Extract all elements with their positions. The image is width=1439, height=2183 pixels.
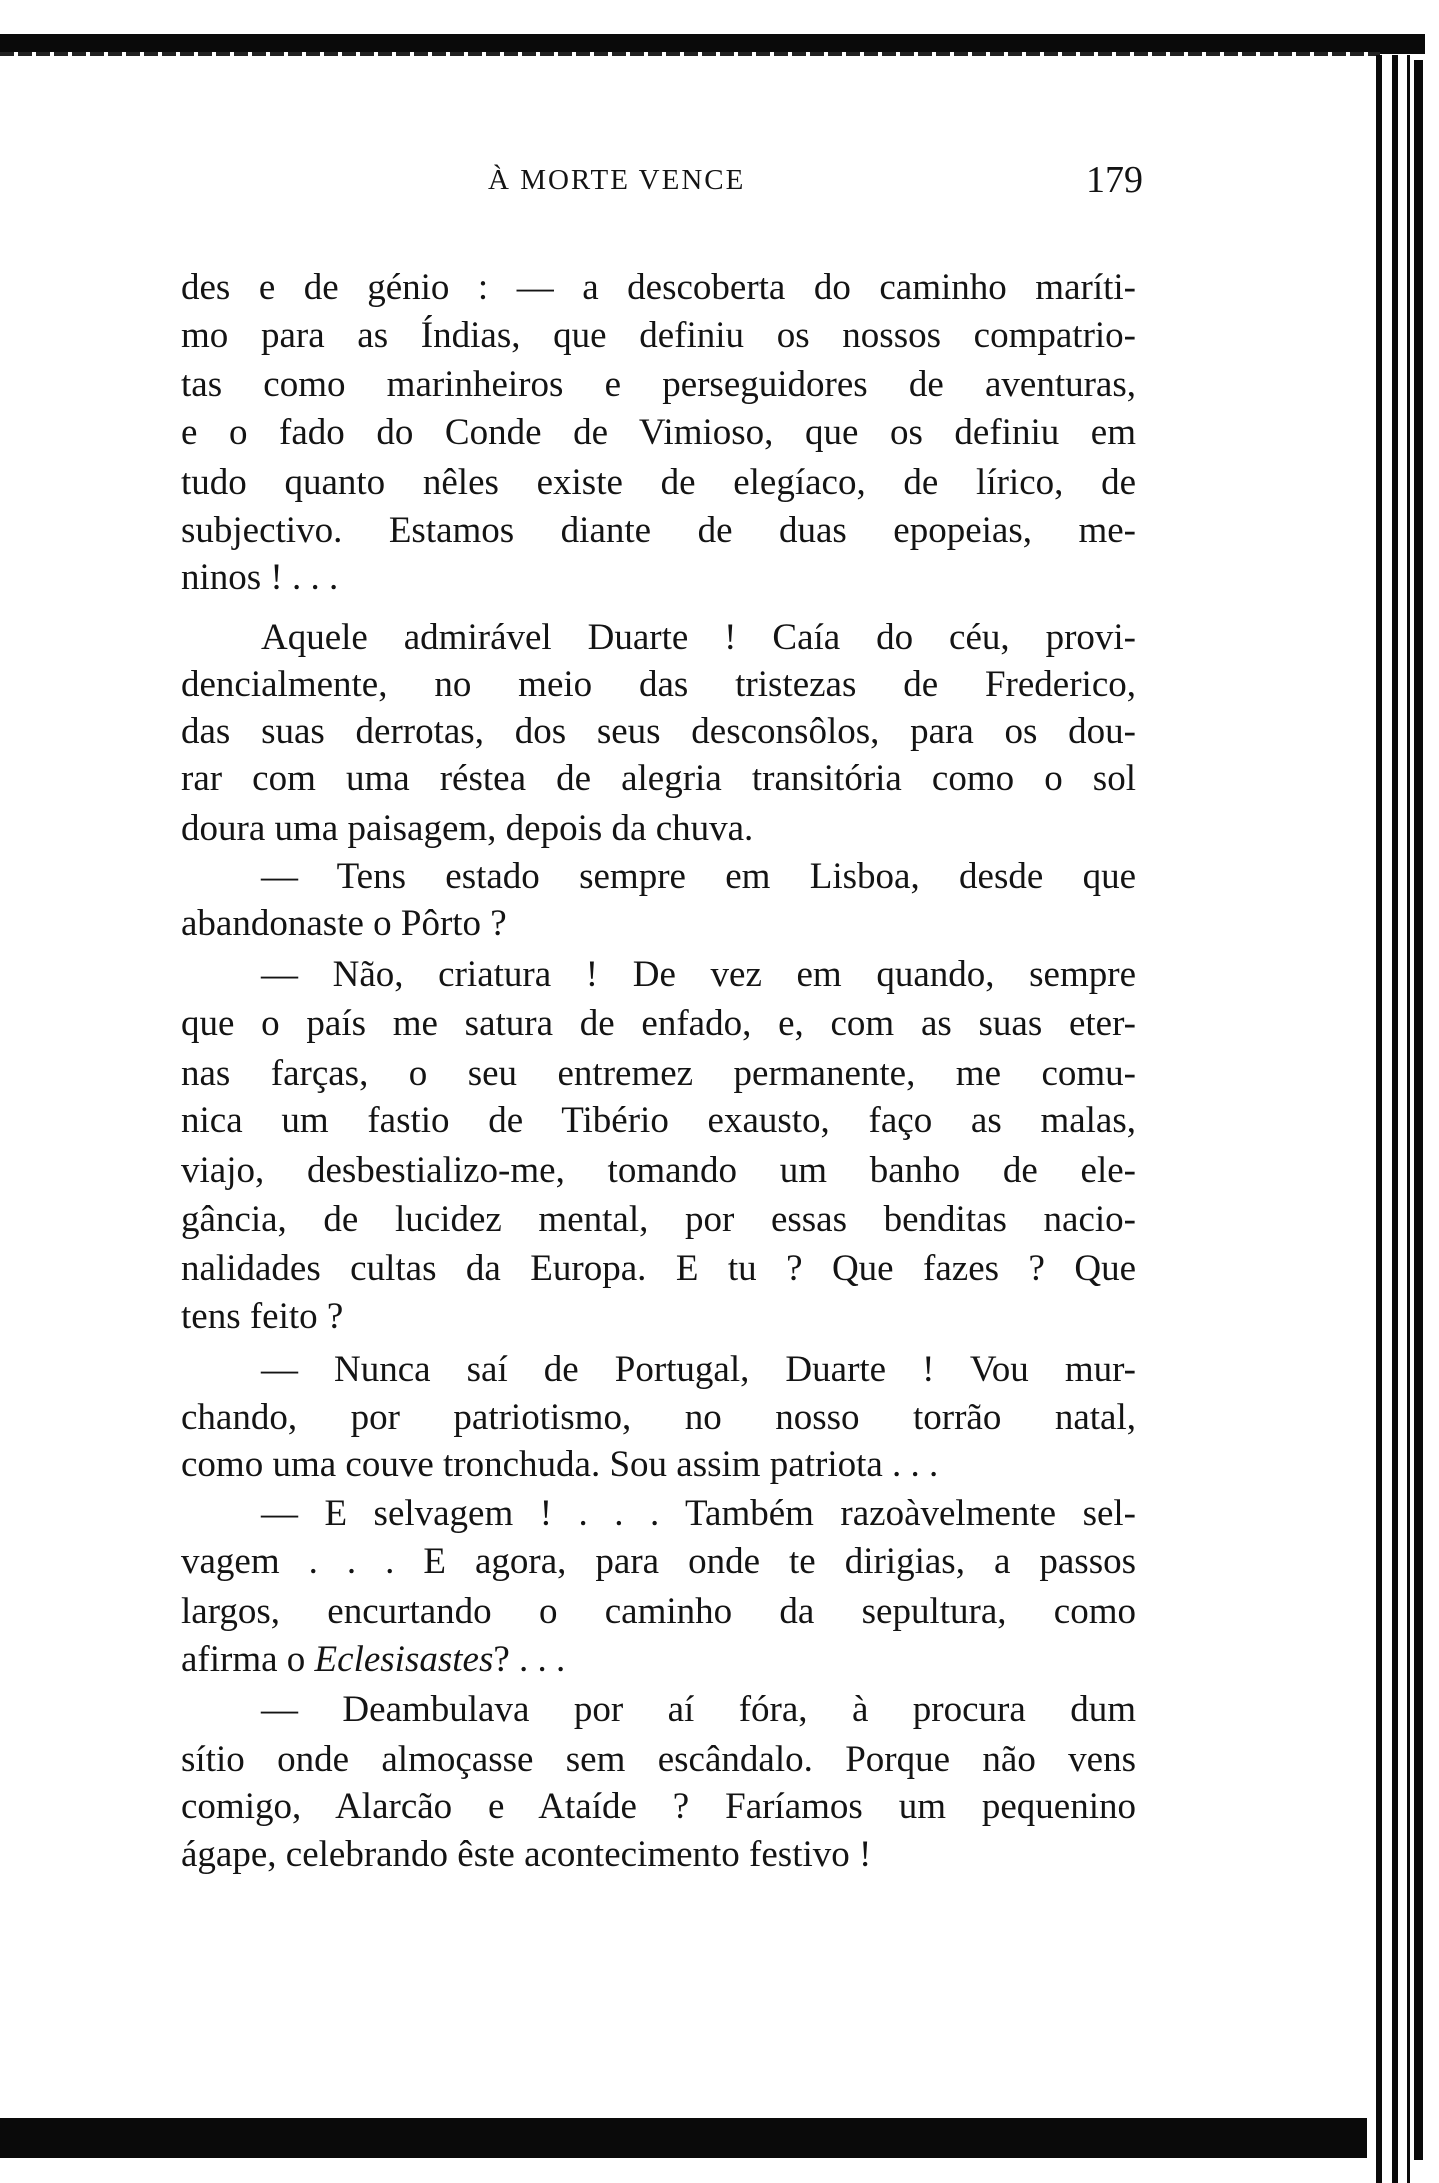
text-line (181, 1588, 1136, 1636)
scan-border-top (0, 34, 1425, 54)
line-text: abandonaste o Pôrto ? (181, 903, 507, 944)
line-text: gância, de lucidez mental, por essas benditas nacio- (181, 1199, 1136, 1240)
line-text: afirma o (181, 1639, 315, 1680)
text-line (181, 614, 1136, 662)
text-line (181, 1245, 1136, 1293)
line-text: nalidades cultas da Europa. E tu ? Que fazes ? Que (181, 1248, 1136, 1289)
text-line (181, 1346, 1136, 1394)
text-line (181, 708, 1136, 756)
line-text: doura uma paisagem, depois da chuva. (181, 808, 754, 849)
text-line (181, 1538, 1136, 1586)
running-title: À MORTE VENCE (488, 164, 746, 196)
text-line (181, 755, 1136, 803)
text-line (181, 1686, 1136, 1734)
text-line (181, 507, 1136, 555)
text-line (181, 1394, 1136, 1442)
line-text: ágape, celebrando êste acontecimento festivo ! (181, 1834, 872, 1875)
line-text: — Tens estado sempre em Lisboa, desde que (261, 856, 1136, 897)
line-text: vagem . . . E agora, para onde te dirigias, a passos (181, 1541, 1136, 1582)
text-line (181, 951, 1136, 999)
line-text: ? . . . (493, 1639, 566, 1680)
text-line (181, 900, 1136, 948)
page-edge-line (1376, 55, 1382, 2183)
line-text: ninos ! . . . (181, 557, 339, 598)
page-edge-line (1392, 55, 1398, 2183)
line-text: das suas derrotas, dos seus desconsôlos, para os dou- (181, 711, 1136, 752)
text-line (181, 1636, 1136, 1684)
line-text: — E selvagem ! . . . Também razoàvelmente sel- (261, 1493, 1136, 1534)
text-line (181, 1147, 1136, 1195)
line-text: chando, por patriotismo, no nosso torrão natal, (181, 1397, 1136, 1438)
line-text: — Deambulava por aí fóra, à procura dum (261, 1689, 1136, 1730)
text-line (181, 409, 1136, 457)
scan-border-top-edge (0, 52, 1380, 56)
line-text: subjectivo. Estamos diante de duas epopeias, me- (181, 510, 1136, 551)
line-text: dencialmente, no meio das tristezas de Frederico, (181, 664, 1136, 705)
line-text: Aquele admirável Duarte ! Caía do céu, provi- (261, 617, 1136, 658)
line-text: rar com uma réstea de alegria transitória como o sol (181, 758, 1136, 799)
italic-title: Eclesisastes (314, 1639, 494, 1680)
line-text: largos, encurtando o caminho da sepultura, como (181, 1591, 1136, 1632)
text-line (181, 661, 1136, 709)
scan-border-bottom (0, 2118, 1367, 2158)
text-line (181, 1097, 1136, 1145)
text-line (181, 264, 1136, 312)
line-text: des e de génio : — a descoberta do caminho maríti- (181, 267, 1136, 308)
line-text: e o fado do Conde de Vimioso, que os definiu em (181, 412, 1136, 453)
text-line (181, 1441, 1136, 1489)
text-line (181, 459, 1136, 507)
text-line (181, 805, 1136, 853)
line-text: tudo quanto nêles existe de elegíaco, de lírico, de (181, 462, 1136, 503)
text-line (181, 1736, 1136, 1784)
line-text: viajo, desbestializo-me, tomando um banho de ele- (181, 1150, 1136, 1191)
text-line (181, 1293, 1136, 1341)
line-text: mo para as Índias, que definiu os nossos compatrio- (181, 315, 1136, 356)
text-line (181, 1196, 1136, 1244)
line-text: — Nunca saí de Portugal, Duarte ! Vou mur- (261, 1349, 1136, 1390)
line-text: nica um fastio de Tibério exausto, faço as malas, (181, 1100, 1136, 1141)
text-line (181, 1050, 1136, 1098)
text-line (181, 312, 1136, 360)
line-text: que o país me satura de enfado, e, com as suas eter- (181, 1003, 1136, 1044)
line-text: tens feito ? (181, 1296, 344, 1337)
page-number: 179 (1086, 159, 1143, 201)
text-line (181, 1783, 1136, 1831)
line-text: sítio onde almoçasse sem escândalo. Porque não vens (181, 1739, 1136, 1780)
line-text: — Não, criatura ! De vez em quando, sempre (261, 954, 1136, 995)
page-edge-line (1414, 60, 1423, 2160)
line-text: nas farças, o seu entremez permanente, me comu- (181, 1053, 1136, 1094)
line-text: como uma couve tronchuda. Sou assim patriota . . . (181, 1444, 939, 1485)
line-text: comigo, Alarcão e Ataíde ? Faríamos um pequenino (181, 1786, 1136, 1827)
running-header (0, 159, 1439, 204)
text-line (181, 361, 1136, 409)
line-text: tas como marinheiros e perseguidores de aventuras, (181, 364, 1136, 405)
text-line (181, 1490, 1136, 1538)
text-line (181, 554, 1136, 602)
page-edge-line (1407, 55, 1410, 2183)
text-line (181, 853, 1136, 901)
text-line (181, 1000, 1136, 1048)
text-line (181, 1831, 1136, 1879)
